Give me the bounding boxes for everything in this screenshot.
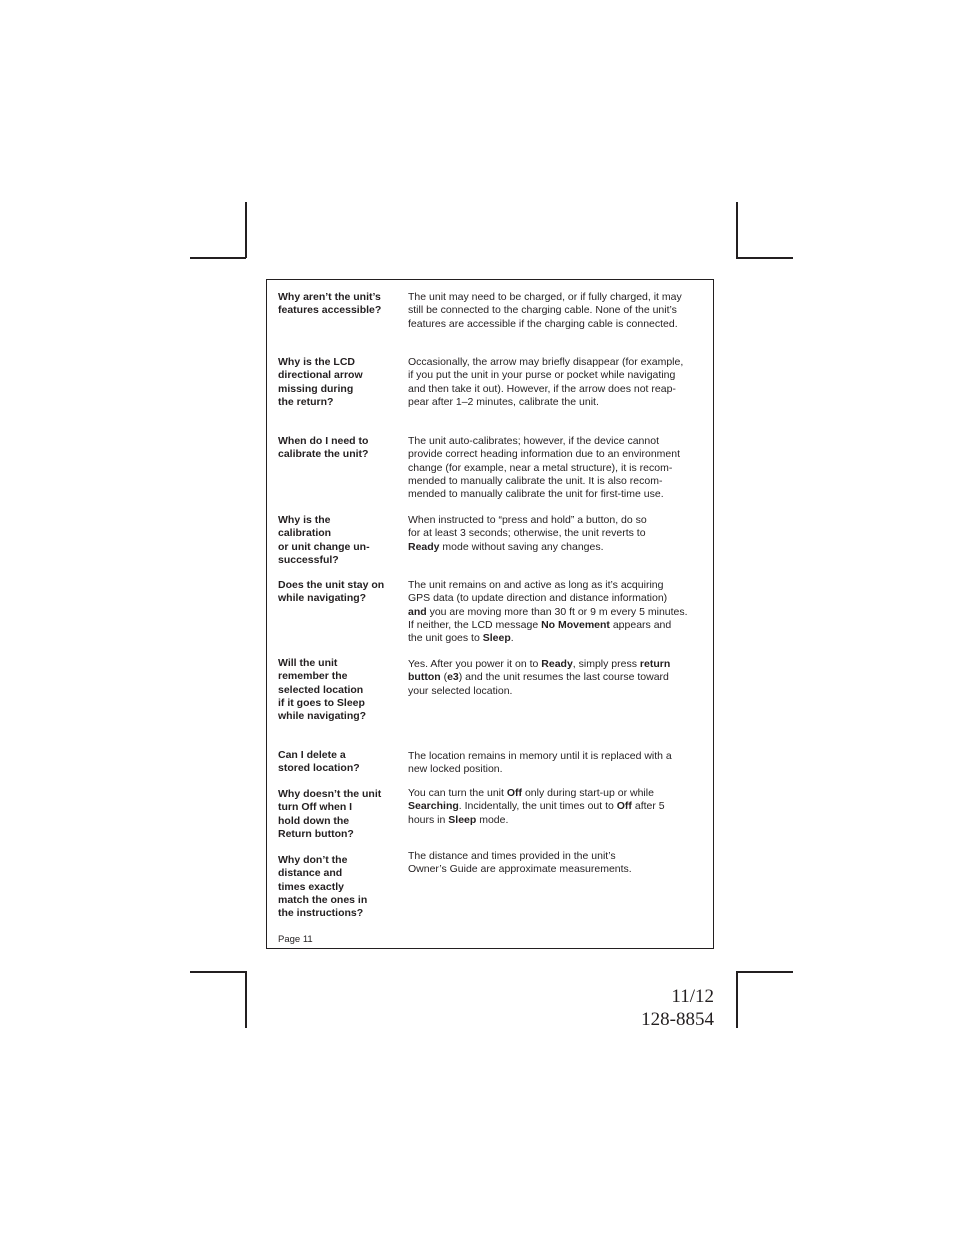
faq-answer: When instructed to “press and hold” a button, do so for at least 3 seconds; otherwise, the unit reverts to Ready mode without saving any changes. <box>408 514 647 553</box>
faq-answer: The unit may need to be charged, or if fully charged, it may still be connected to the charging cable. None of the unit’s features are accessible if the charging cable is connected. <box>408 291 682 330</box>
crop-mark-bottom-right-vertical <box>736 971 738 1028</box>
crop-mark-bottom-left-horizontal <box>190 971 246 973</box>
faq-question: Why is the calibration or unit change un- successful? <box>278 514 370 566</box>
crop-mark-top-right-horizontal <box>736 257 793 259</box>
crop-mark-top-left-vertical <box>245 202 247 258</box>
faq-question: Why is the LCD directional arrow missing during the return? <box>278 356 363 408</box>
faq-answer: The distance and times provided in the unit’s Owner’s Guide are approximate measurements. <box>408 850 632 876</box>
part-number: 128-8854 <box>641 1009 714 1030</box>
crop-mark-top-right-vertical <box>736 202 738 258</box>
faq-answer: The unit remains on and active as long as it’s acquiring GPS data (to update direction and distance information) and you are moving more than 30 ft or 9 m every 5 minutes. If neither, the LCD message No Movement appears and the unit goes to Sleep. <box>408 579 688 645</box>
faq-answer: The location remains in memory until it is replaced with a new locked position. <box>408 750 672 776</box>
faq-answer: The unit auto-calibrates; however, if the device cannot provide correct heading information due to an environment change (for example, near a metal structure), it is recom- mended to manually calibrate the unit. It is also recom- mended to manually calibrate the unit for first-time use. <box>408 435 680 501</box>
faq-question: Why doesn’t the unit turn Off when I hold down the Return button? <box>278 788 382 840</box>
crop-mark-bottom-left-vertical <box>245 971 247 1028</box>
faq-question: Can I delete a stored location? <box>278 749 360 775</box>
faq-answer: Yes. After you power it on to Ready, simply press return button (e3) and the unit resumes the last course toward your selected location. <box>408 658 671 697</box>
faq-question: Will the unit remember the selected location if it goes to Sleep while navigating? <box>278 657 367 723</box>
crop-mark-bottom-right-horizontal <box>736 971 793 973</box>
faq-question: Why aren’t the unit’s features accessible? <box>278 291 382 317</box>
page-number: Page 11 <box>278 934 313 945</box>
print-date: 11/12 <box>671 986 714 1007</box>
faq-answer: You can turn the unit Off only during start-up or while Searching. Incidentally, the unit times out to Off after 5 hours in Sleep mode. <box>408 787 665 826</box>
faq-question: Does the unit stay on while navigating? <box>278 579 385 605</box>
crop-mark-top-left-horizontal <box>190 257 246 259</box>
faq-question: When do I need to calibrate the unit? <box>278 435 369 461</box>
faq-question: Why don’t the distance and times exactly match the ones in the instructions? <box>278 854 368 920</box>
faq-answer: Occasionally, the arrow may briefly disappear (for example, if you put the unit in your purse or pocket while navigating and then take it out). However, if the arrow does not reap- pear after 1–2 minutes, calibrate the unit. <box>408 356 684 408</box>
